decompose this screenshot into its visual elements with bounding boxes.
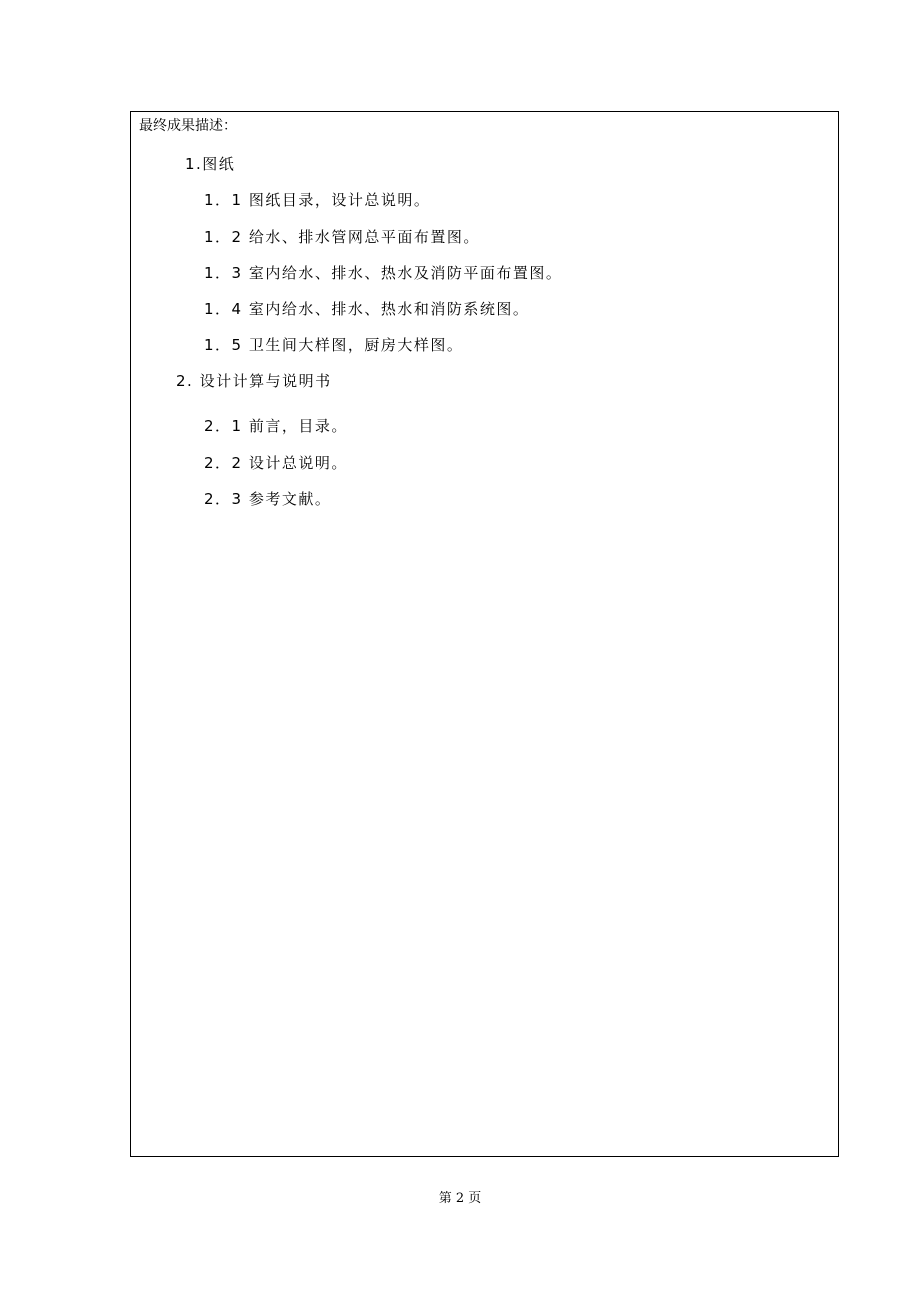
list-item-1-5: 1．5 卫生间大样图，厨房大样图。 bbox=[204, 336, 464, 354]
list-item-drawings: 1.图纸 bbox=[185, 155, 236, 173]
list-item-1-1: 1．1 图纸目录，设计总说明。 bbox=[204, 191, 431, 209]
list-item-1-3: 1．3 室内给水、排水、热水及消防平面布置图。 bbox=[204, 264, 563, 282]
list-item-1-2: 1．2 给水、排水管网总平面布置图。 bbox=[204, 228, 480, 246]
page-number: 第 2 页 bbox=[438, 1191, 482, 1206]
list-item-2-1: 2．1 前言，目录。 bbox=[204, 417, 348, 435]
list-item-2-2: 2．2 设计总说明。 bbox=[204, 454, 348, 472]
list-item-1-4: 1．4 室内给水、排水、热水和消防系统图。 bbox=[204, 300, 530, 318]
list-item-design-calc: 2. 设计计算与说明书 bbox=[176, 372, 332, 390]
section-heading: 最终成果描述： bbox=[139, 118, 237, 134]
list-item-2-3: 2．3 参考文献。 bbox=[204, 490, 332, 508]
